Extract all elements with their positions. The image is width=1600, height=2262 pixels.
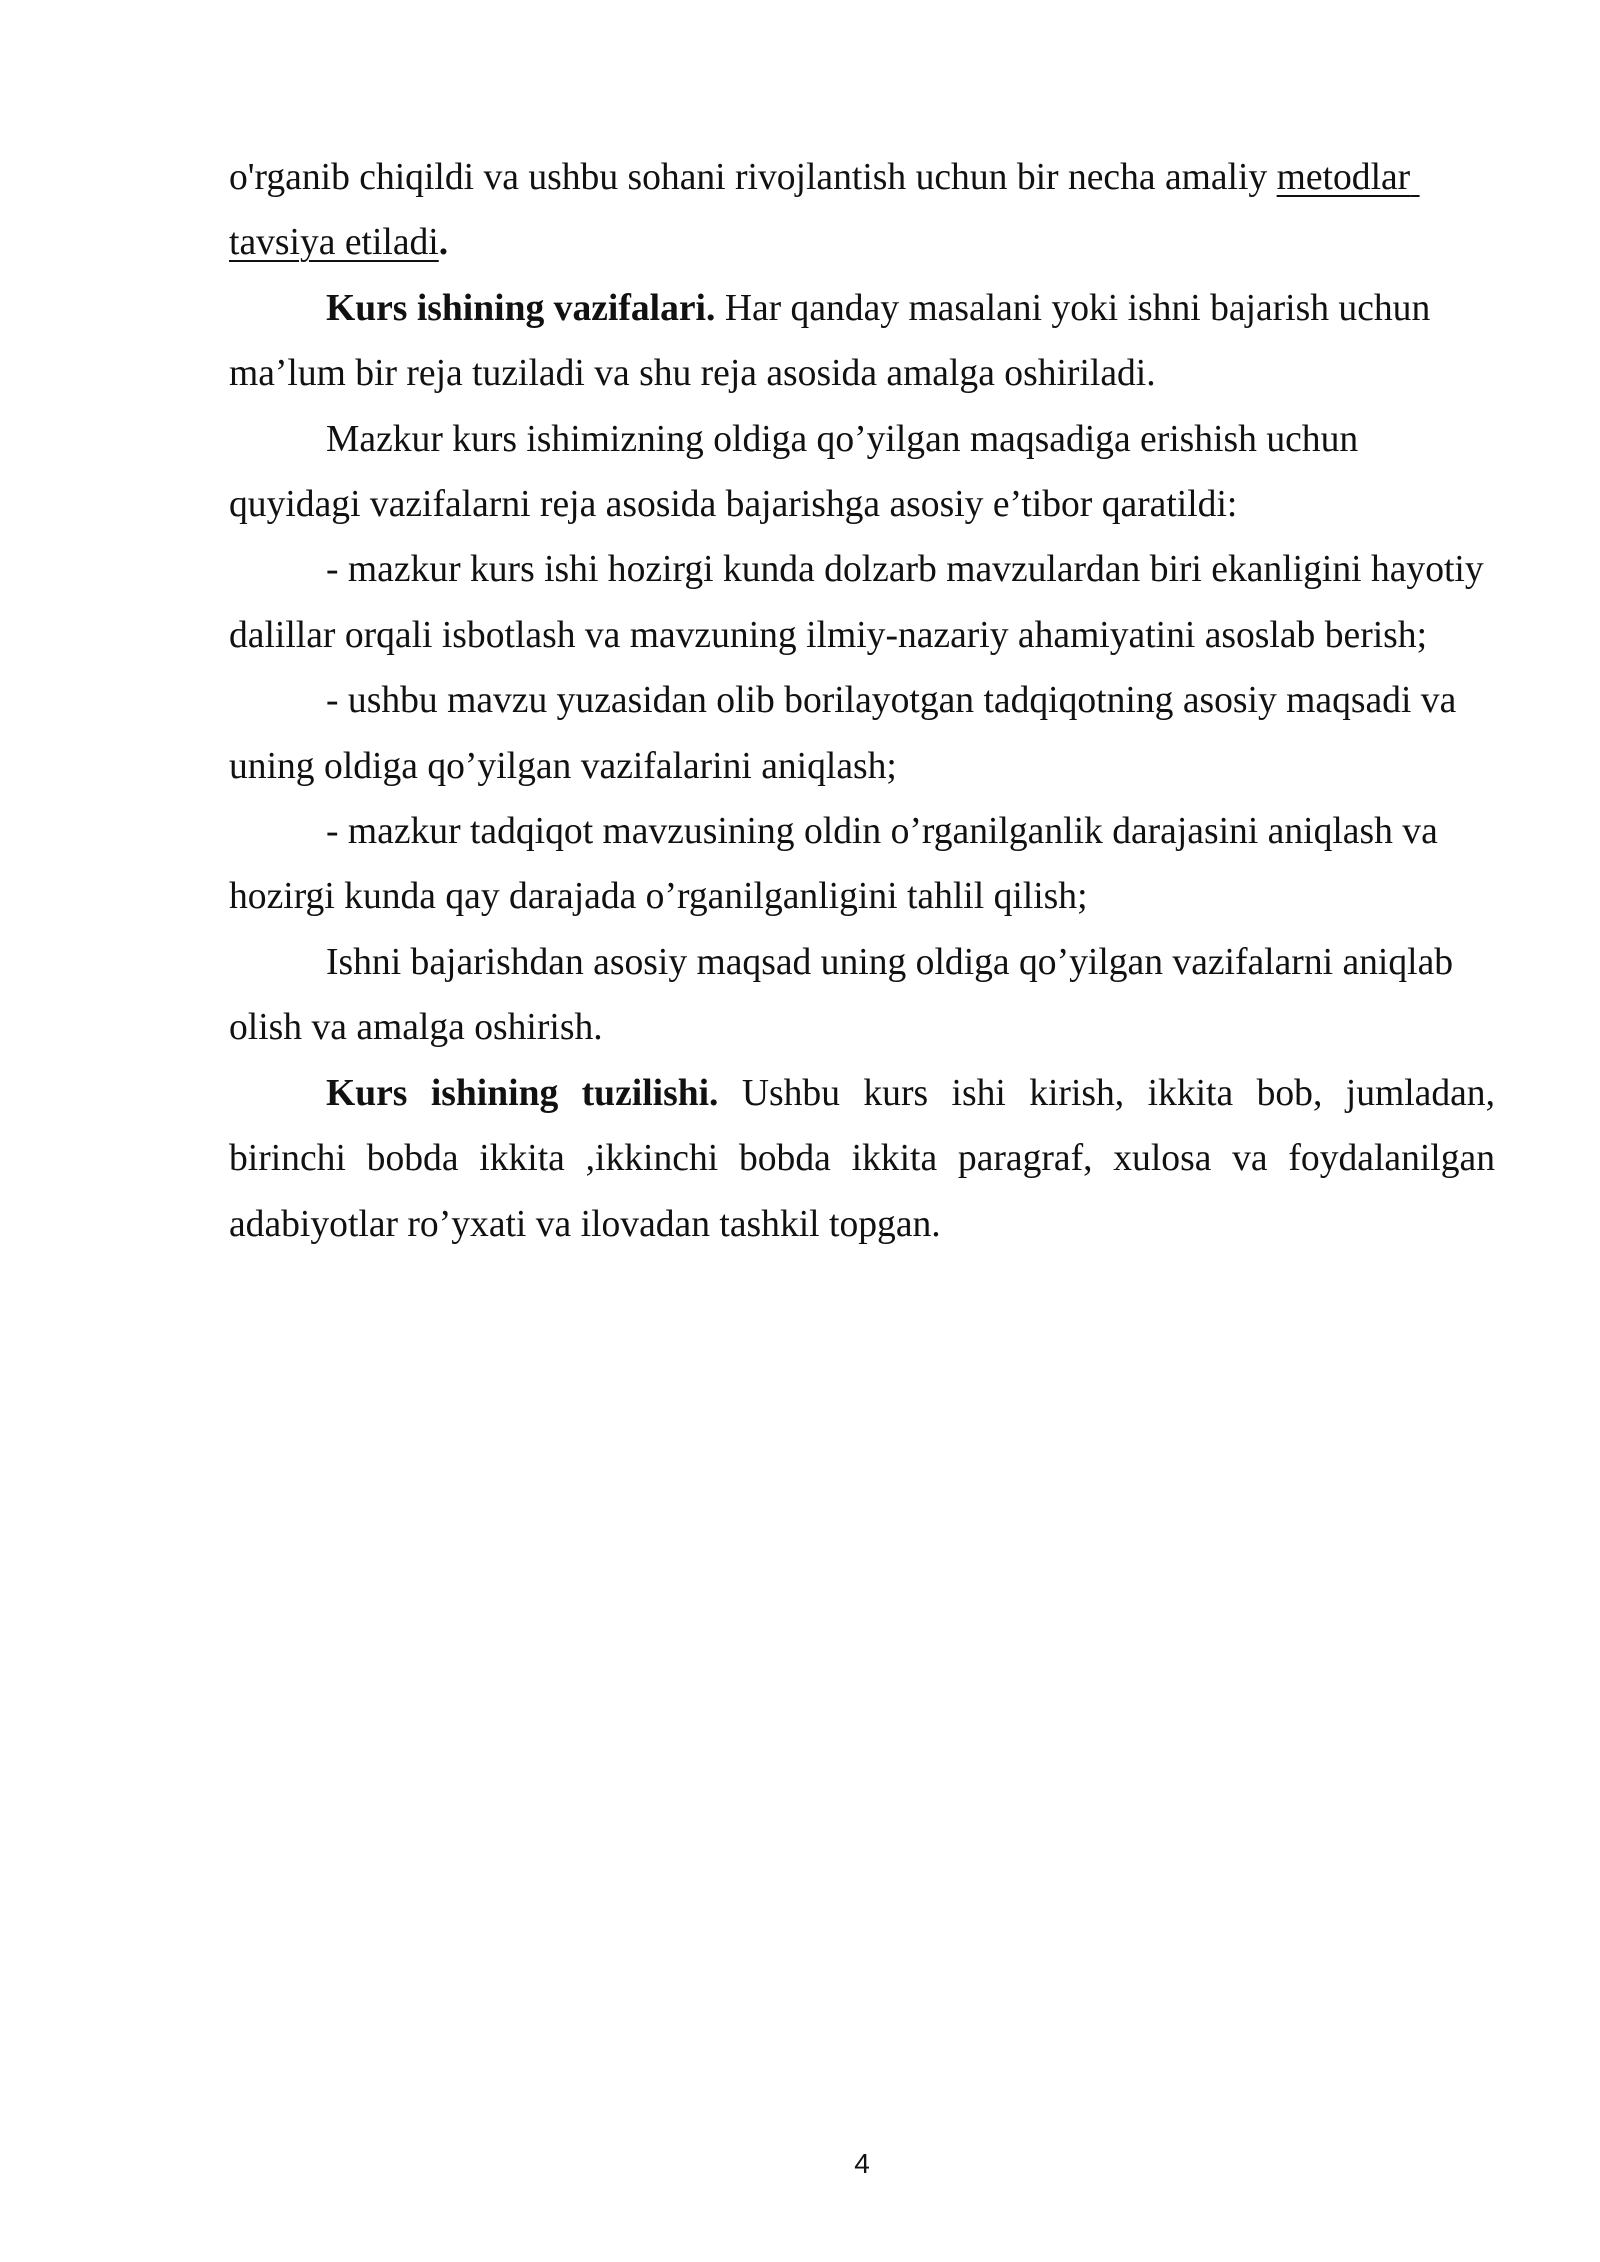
list-item bbox=[229, 799, 1495, 930]
text-run: Ushbu kurs ishi kirish, ikkita bob, jumladan, bbox=[741, 1072, 1495, 1114]
list-item bbox=[229, 537, 1495, 668]
section-heading-tasks: Kurs ishining vazifalari. bbox=[326, 287, 716, 329]
paragraph-tasks-intro bbox=[229, 407, 1495, 538]
text-line: birinchi bobda ikkita ,ikkinchi bobda ikkita paragraf, xulosa va foydalanilgan bbox=[229, 1138, 1495, 1180]
underlined-text: tavsiya etiladi bbox=[229, 222, 439, 264]
text-line: ma’lum bir reja tuziladi va shu reja asosida amalga oshiriladi. bbox=[229, 353, 1156, 395]
text-line bbox=[229, 276, 1495, 341]
text-line: uning oldiga qo’yilgan vazifalarini aniqlash; bbox=[229, 745, 897, 787]
paragraph-tasks-section bbox=[229, 276, 1495, 407]
page-number: 4 bbox=[854, 2148, 870, 2179]
text-line bbox=[229, 145, 1495, 210]
page-body bbox=[229, 145, 1495, 1257]
text-line: - ushbu mavzu yuzasidan olib borilayotgan tadqiqotning asosiy maqsadi va bbox=[326, 680, 1457, 722]
text-line: adabiyotlar ro’yxati va ilovadan tashkil topgan. bbox=[229, 1203, 941, 1245]
text-line bbox=[229, 210, 1495, 275]
text-line: quyidagi vazifalarni reja asosida bajarishga asosiy e’tibor qaratildi: bbox=[229, 484, 1238, 526]
text-line bbox=[229, 1061, 1495, 1126]
text-line: - mazkur tadqiqot mavzusining oldin o’rganilganlik darajasini aniqlash va bbox=[326, 811, 1438, 853]
text-line: Mazkur kurs ishimizning oldiga qo’yilgan maqsadiga erishish uchun bbox=[326, 418, 1359, 460]
text-line: Ishni bajarishdan asosiy maqsad uning oldiga qo’yilgan vazifalarni aniqlab bbox=[326, 941, 1454, 983]
underlined-text: metodlar bbox=[1276, 157, 1411, 198]
text-line: dalillar orqali isbotlash va mavzuning ilmiy-nazariy ahamiyatini asoslab berish; bbox=[229, 614, 1428, 656]
list-item bbox=[229, 668, 1495, 799]
text-run: o'rganib chiqildi va ushbu sohani rivojlantish uchun bir necha amaliy bbox=[229, 157, 1268, 198]
paragraph-goal bbox=[229, 930, 1495, 1061]
text-line: hozirgi kunda qay darajada o’rganilganligini tahlil qilish; bbox=[229, 876, 1088, 918]
paragraph-structure-section bbox=[229, 1061, 1495, 1257]
bold-period: . bbox=[438, 222, 449, 264]
text-line: olish va amalga oshirish. bbox=[229, 1007, 603, 1049]
section-heading-structure: Kurs ishining tuzilishi. bbox=[326, 1072, 719, 1114]
text-line: - mazkur kurs ishi hozirgi kunda dolzarb mavzulardan biri ekanligini hayotiy bbox=[326, 549, 1484, 591]
text-run: Har qanday masalani yoki ishni bajarish uchun bbox=[724, 287, 1431, 329]
paragraph-intro-continuation bbox=[229, 145, 1495, 276]
